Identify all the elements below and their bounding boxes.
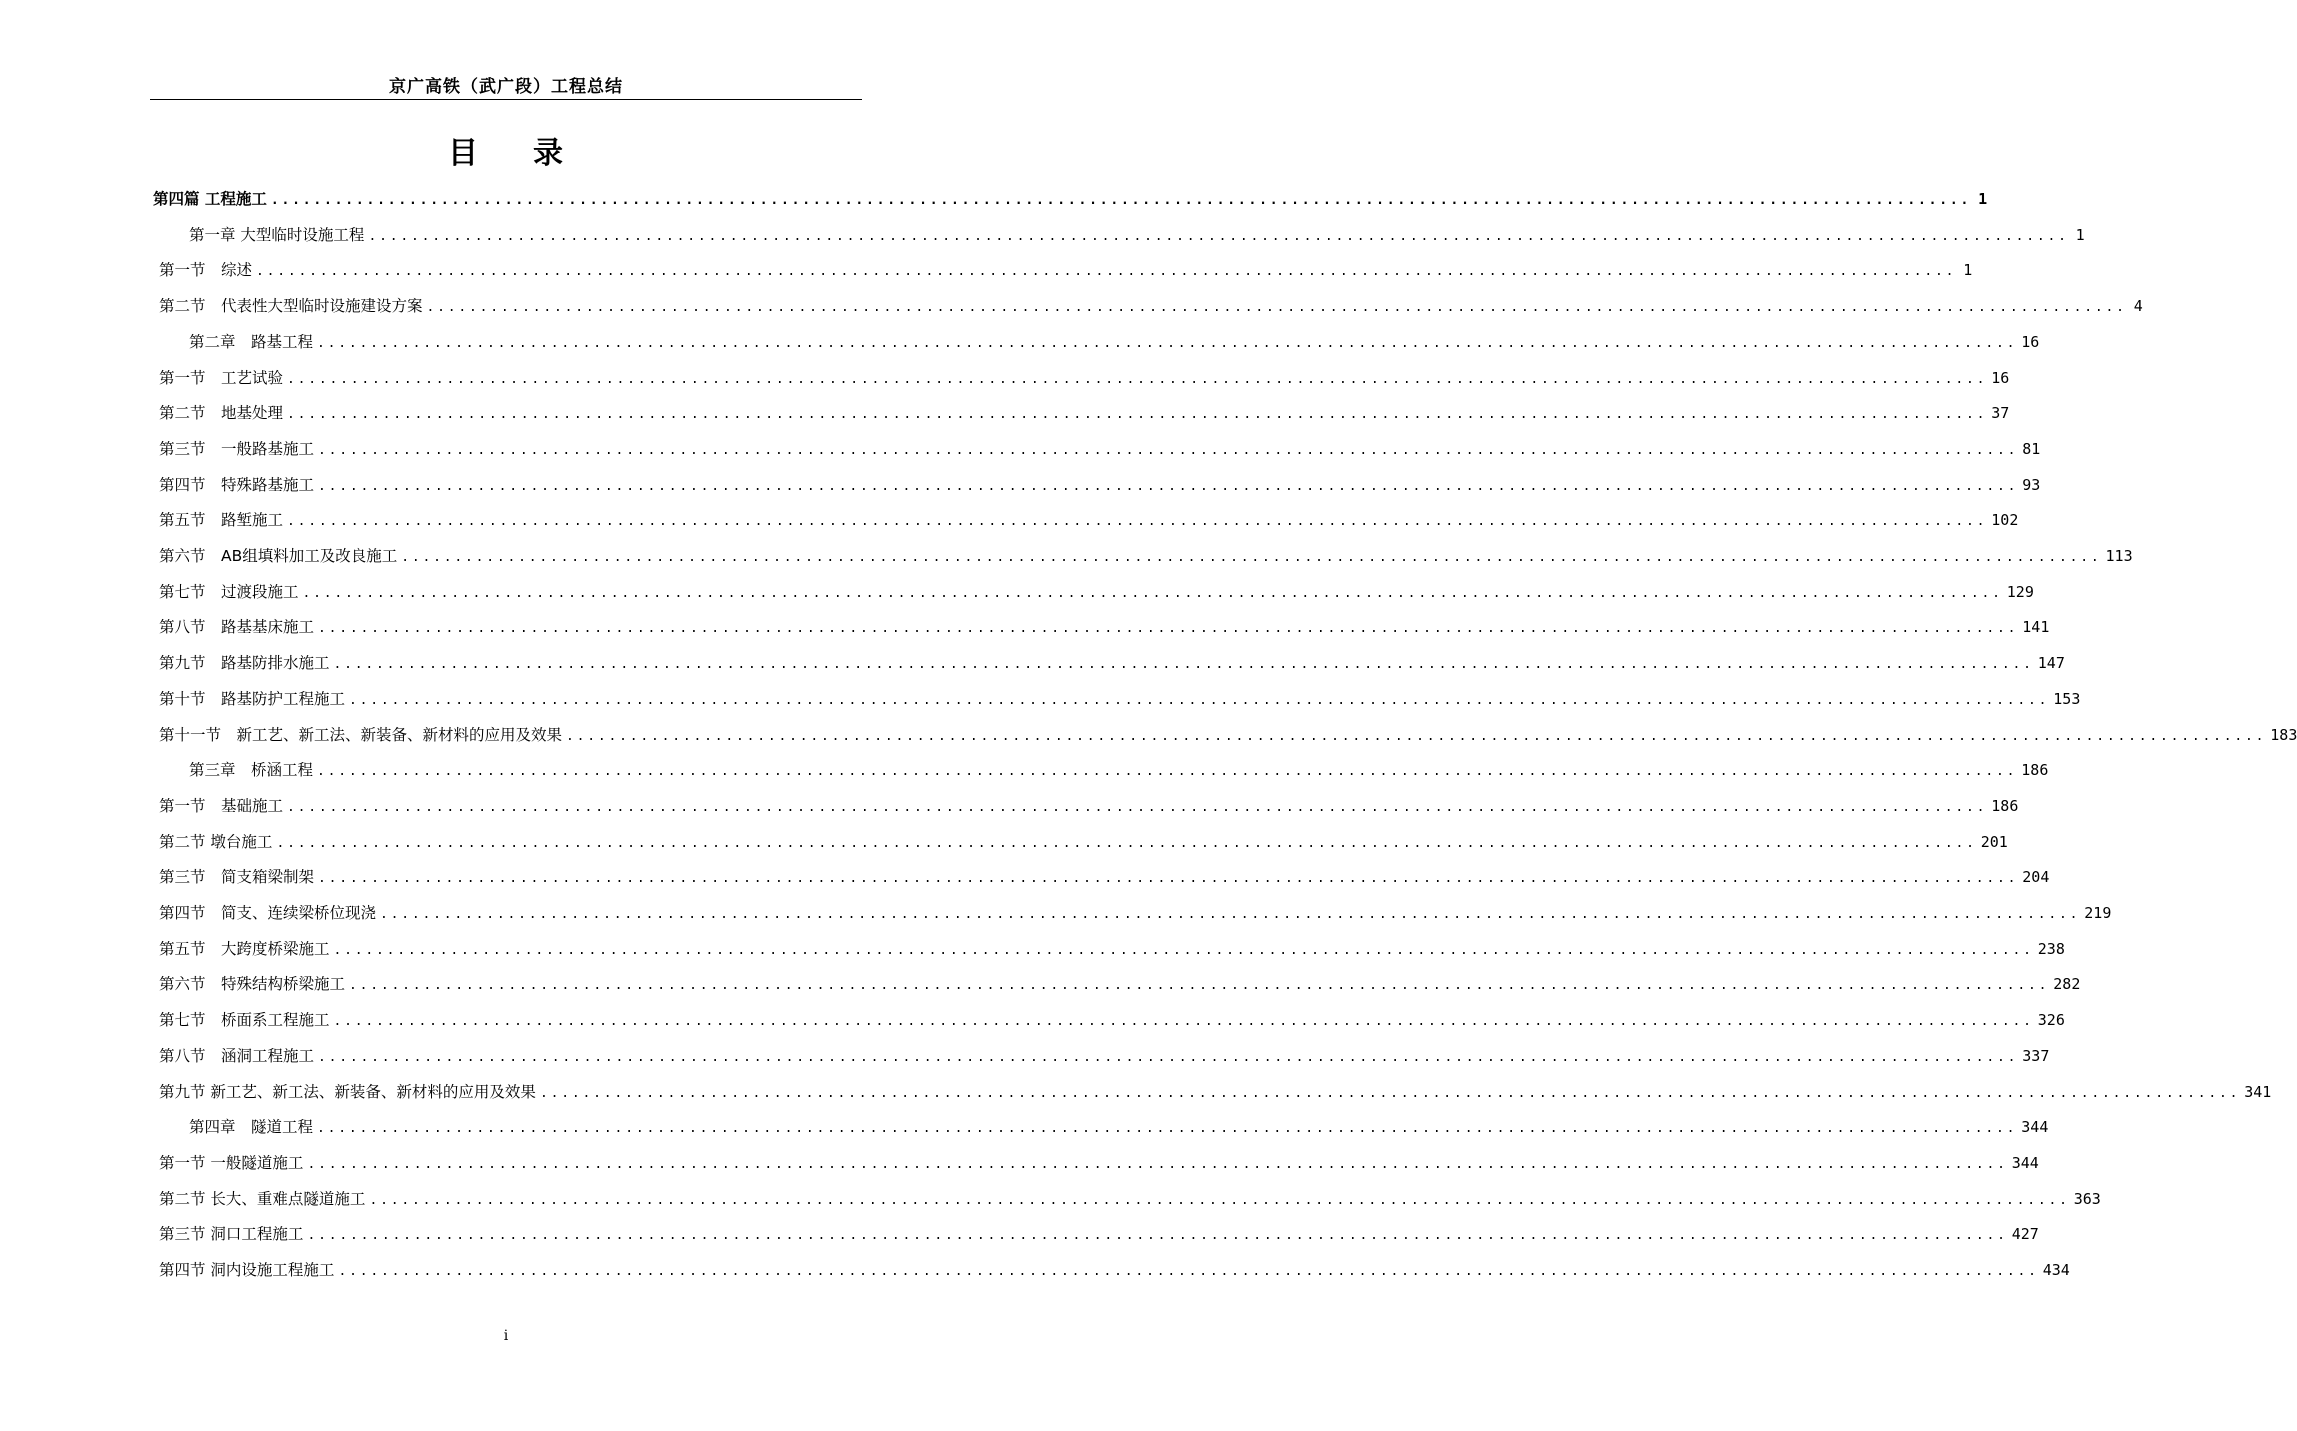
toc-entry-page-number: 434 [2042, 1261, 2070, 1279]
toc-entry-section[interactable] [159, 1007, 2065, 1031]
page-footer-number: i [503, 1328, 509, 1344]
toc-entry-section[interactable] [159, 1150, 2039, 1174]
toc-entry-section[interactable] [159, 1079, 2272, 1103]
toc-entry-section[interactable] [159, 579, 2034, 603]
toc-entry-label: 第四节 洞内设施工程施工 [159, 1261, 335, 1279]
dot-leader: ................................................................................................................................................................ [369, 1193, 2070, 1208]
toc-entry-section[interactable] [159, 400, 2010, 424]
toc-entry-page-number: 204 [2022, 868, 2050, 886]
dot-leader: ................................................................................................................................................................ [317, 1121, 2018, 1136]
toc-entry-section[interactable] [159, 1186, 2101, 1210]
toc-entry-section[interactable] [159, 436, 2041, 460]
toc-entry-label: 第一节 一般隧道施工 [159, 1154, 304, 1172]
dot-leader: ................................................................................................................................................................ [401, 550, 2102, 565]
toc-entry-section[interactable] [159, 650, 2065, 674]
dot-leader: ................................................................................................................................................................ [287, 800, 1988, 815]
toc-entry-section[interactable] [159, 936, 2065, 960]
toc-entry-section[interactable] [159, 614, 2050, 638]
toc-entry-section[interactable] [159, 472, 2041, 496]
toc-entry-label: 第十节 路基防护工程施工 [159, 690, 346, 708]
toc-entry-section[interactable] [159, 365, 2010, 389]
toc-entry-page-number: 16 [2021, 333, 2040, 351]
toc-entry-page-number: 16 [1991, 369, 2010, 387]
dot-leader: ................................................................................................................................................................ [317, 336, 2018, 351]
toc-entry-page-number: 186 [1991, 797, 2019, 815]
toc-entry-label: 第九节 路基防排水施工 [159, 654, 330, 672]
toc-title [0, 128, 1012, 172]
toc-entry-section[interactable] [159, 543, 2133, 567]
toc-entry-section[interactable] [159, 1221, 2039, 1245]
dot-leader: ................................................................................................................................................................ [307, 1228, 2008, 1243]
dot-leader: ................................................................................................................................................................ [318, 871, 2019, 886]
toc-entry-page-number: 341 [2244, 1083, 2272, 1101]
toc-entry-section[interactable] [159, 1257, 2070, 1281]
toc-entry-label: 第一节 工艺试验 [159, 369, 284, 387]
toc-entry-page-number: 113 [2105, 547, 2133, 565]
dot-leader: ................................................................................................................................................................ [317, 764, 2018, 779]
toc-entry-section[interactable] [159, 686, 2081, 710]
toc-entry-section[interactable] [159, 900, 2112, 924]
toc-entry-page-number: 201 [1980, 833, 2008, 851]
dot-leader: ................................................................................................................................................................ [287, 407, 1988, 422]
toc-entry-label: 第七节 桥面系工程施工 [159, 1011, 330, 1029]
toc-entry-page-number: 81 [2022, 440, 2041, 458]
toc-entry-page-number: 1 [2075, 226, 2085, 244]
toc-entry-page-number: 4 [2133, 297, 2143, 315]
toc-entry-page-number: 102 [1991, 511, 2019, 529]
dot-leader: ................................................................................................................................................................ [256, 264, 1957, 279]
toc-entry-label: 第四章 隧道工程 [189, 1118, 314, 1136]
toc-entry-page-number: 183 [2270, 726, 2297, 744]
toc-entry-page-number: 344 [2021, 1118, 2049, 1136]
toc-entry-label: 第八节 路基基床施工 [159, 618, 315, 636]
toc-title-char-2: 录 [533, 136, 564, 171]
toc-entry-label: 第四篇 工程施工 [153, 190, 267, 208]
toc-entry-chapter[interactable] [189, 757, 2049, 781]
toc-entry-label: 第一章 大型临时设施工程 [189, 226, 365, 244]
dot-leader: ................................................................................................................................................................ [307, 1157, 2008, 1172]
dot-leader: ................................................................................................................................................................ [539, 1086, 2241, 1101]
toc-title-char-1: 目 [448, 136, 479, 171]
dot-leader: ................................................................................................................................................................ [333, 1014, 2034, 1029]
dot-leader: ................................................................................................................................................................ [318, 443, 2019, 458]
toc-entry-label: 第三节 一般路基施工 [159, 440, 315, 458]
toc-entry-page-number: 37 [1991, 404, 2010, 422]
toc-entry-page-number: 186 [2021, 761, 2049, 779]
toc-entry-page-number: 93 [2022, 476, 2041, 494]
toc-entry-page-number: 1 [1978, 190, 1988, 208]
toc-entry-label: 第六节 AB组填料加工及改良施工 [159, 547, 398, 565]
toc-entry-section[interactable] [159, 507, 2019, 531]
toc-entry-page-number: 344 [2011, 1154, 2039, 1172]
toc-entry-page-number: 282 [2053, 975, 2081, 993]
toc-entry-page-number: 363 [2073, 1190, 2101, 1208]
toc-entry-section[interactable] [159, 257, 1973, 281]
toc-entry-label: 第七节 过渡段施工 [159, 583, 299, 601]
dot-leader: ................................................................................................................................................................ [318, 479, 2019, 494]
toc-entry-label: 第三章 桥涵工程 [189, 761, 314, 779]
toc-entry-label: 第四节 简支、连续梁桥位现浇 [159, 904, 377, 922]
dot-leader: ................................................................................................................................................................ [287, 372, 1988, 387]
toc-entry-section[interactable] [159, 1043, 2050, 1067]
dot-leader: ................................................................................................................................................................ [338, 1264, 2039, 1279]
dot-leader: ................................................................................................................................................................ [368, 229, 2069, 244]
dot-leader: ................................................................................................................................................................ [302, 586, 2003, 601]
toc-entry-page-number: 219 [2084, 904, 2112, 922]
dot-leader: ................................................................................................................................................................ [276, 836, 1977, 851]
toc-entry-label: 第二节 代表性大型临时设施建设方案 [159, 297, 423, 315]
toc-entry-label: 第五节 路堑施工 [159, 511, 284, 529]
toc-entry-section[interactable] [159, 722, 2297, 746]
toc-entry-label: 第三节 简支箱梁制架 [159, 868, 315, 886]
dot-leader: ................................................................................................................................................................ [318, 1050, 2019, 1065]
toc-entry-label: 第二节 墩台施工 [159, 833, 273, 851]
toc-entry-section[interactable] [159, 829, 2008, 853]
toc-entry-section[interactable] [159, 293, 2143, 317]
toc-entry-chapter[interactable] [189, 1114, 2049, 1138]
toc-entry-page-number: 141 [2022, 618, 2050, 636]
dot-leader: ................................................................................................................................................................ [349, 693, 2050, 708]
toc-entry-section[interactable] [159, 793, 2019, 817]
toc-entry-page-number: 153 [2053, 690, 2081, 708]
toc-entry-section[interactable] [159, 971, 2081, 995]
toc-entry-part[interactable] [153, 186, 1988, 210]
toc-entry-label: 第十一节 新工艺、新工法、新装备、新材料的应用及效果 [159, 726, 563, 744]
toc-entry-label: 第三节 洞口工程施工 [159, 1225, 304, 1243]
dot-leader: ................................................................................................................................................................ [380, 907, 2081, 922]
toc-entry-chapter[interactable] [189, 222, 2085, 246]
toc-entry-label: 第二节 地基处理 [159, 404, 284, 422]
toc-entry-page-number: 238 [2037, 940, 2065, 958]
toc-entry-section[interactable] [159, 864, 2050, 888]
dot-leader: ................................................................................................................................................................ [318, 621, 2019, 636]
toc-entry-page-number: 326 [2037, 1011, 2065, 1029]
toc-entry-label: 第五节 大跨度桥梁施工 [159, 940, 330, 958]
toc-entry-label: 第四节 特殊路基施工 [159, 476, 315, 494]
dot-leader: ................................................................................................................................................................ [349, 978, 2050, 993]
toc-entry-label: 第六节 特殊结构桥梁施工 [159, 975, 346, 993]
toc-entry-label: 第八节 涵洞工程施工 [159, 1047, 315, 1065]
toc-entry-page-number: 147 [2037, 654, 2065, 672]
dot-leader: ................................................................................................................................................................ [333, 657, 2034, 672]
toc-entry-page-number: 129 [2006, 583, 2034, 601]
toc-entry-label: 第一节 基础施工 [159, 797, 284, 815]
dot-leader: ................................................................................................................................................................ [270, 193, 1972, 208]
dot-leader: ................................................................................................................................................................ [566, 729, 2267, 744]
toc-entry-label: 第二节 长大、重难点隧道施工 [159, 1190, 366, 1208]
dot-leader: ................................................................................................................................................................ [333, 943, 2034, 958]
toc-entry-page-number: 427 [2011, 1225, 2039, 1243]
dot-leader: ................................................................................................................................................................ [287, 514, 1988, 529]
toc-entry-label: 第一节 综述 [159, 261, 253, 279]
toc-entry-label: 第九节 新工艺、新工法、新装备、新材料的应用及效果 [159, 1083, 536, 1101]
header-rule [150, 99, 862, 100]
running-header: 京广高铁（武广段）工程总结 [389, 77, 623, 97]
toc-entry-label: 第二章 路基工程 [189, 333, 314, 351]
toc-entry-chapter[interactable] [189, 329, 2040, 353]
toc-entry-page-number: 1 [1963, 261, 1973, 279]
dot-leader: ................................................................................................................................................................ [426, 300, 2127, 315]
toc-entry-page-number: 337 [2022, 1047, 2050, 1065]
